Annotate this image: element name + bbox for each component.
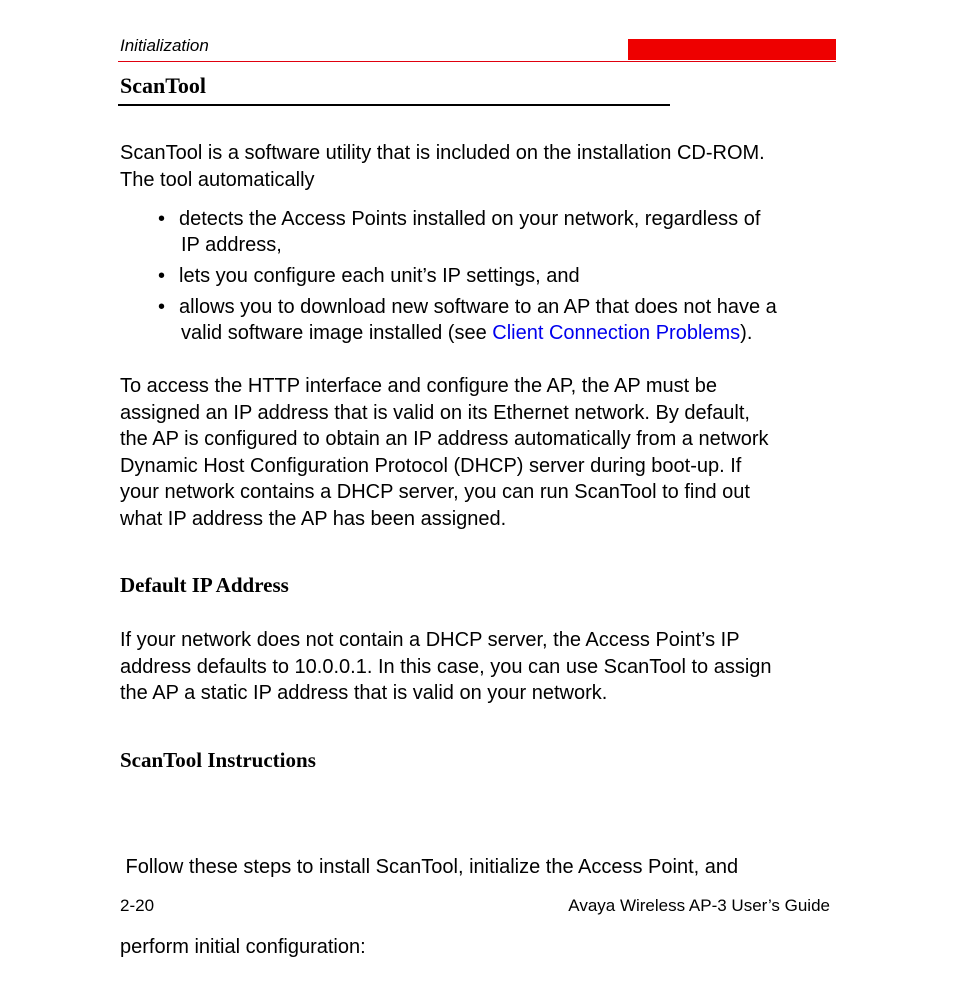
list-item-text-post: ). <box>740 322 753 344</box>
page-number: 2-20 <box>120 896 155 915</box>
instructions-heading: ScanTool Instructions <box>120 748 316 772</box>
paragraph-line: assigned an IP address that is valid on its Ethernet network. By default, <box>120 401 750 424</box>
header-accent-bar <box>628 39 836 60</box>
paragraph-line: Dynamic Host Configuration Protocol (DHCP) server during boot-up. If <box>120 454 742 477</box>
paragraph-line: the AP is configured to obtain an IP address automatically from a network <box>120 428 769 450</box>
list-item-text <box>179 320 848 346</box>
bullet-icon: • <box>158 296 166 318</box>
feature-list <box>158 206 848 351</box>
list-item-text: IP address, <box>181 234 282 256</box>
paragraph-line: the AP a static IP address that is valid on your network. <box>120 682 608 704</box>
list-item <box>158 294 848 346</box>
list-item-text: lets you configure each unit’s IP settings, and <box>179 265 580 287</box>
paragraph-line: Follow these steps to install ScanTool, initialize the Access Point, and <box>120 856 739 878</box>
paragraph-line: perform initial configuration: <box>120 935 366 958</box>
list-item-text: allows you to download new software to an AP that does not have a <box>179 296 777 318</box>
list-item <box>158 206 848 258</box>
http-access-paragraph <box>120 373 840 532</box>
intro-line: The tool automatically <box>120 168 315 191</box>
paragraph-line: your network contains a DHCP server, you can run ScanTool to find out <box>120 481 750 503</box>
title-underline <box>118 104 670 106</box>
default-ip-heading: Default IP Address <box>120 573 289 597</box>
section-title: ScanTool <box>120 73 207 98</box>
instructions-paragraph <box>120 801 840 987</box>
client-connection-problems-link[interactable]: Client Connection Problems <box>492 322 741 344</box>
list-item-text: detects the Access Points installed on your network, regardless of <box>179 208 761 230</box>
intro-line: ScanTool is a software utility that is included on the installation CD-ROM. <box>120 142 765 164</box>
intro-paragraph <box>120 140 840 193</box>
paragraph-line: If your network does not contain a DHCP server, the Access Point’s IP <box>120 629 740 651</box>
paragraph-line: address defaults to 10.0.0.1. In this case, you can use ScanTool to assign <box>120 655 772 678</box>
paragraph-line: what IP address the AP has been assigned. <box>120 507 507 530</box>
header-rule <box>118 61 836 62</box>
running-header: Initialization <box>120 36 209 55</box>
guide-title: Avaya Wireless AP-3 User’s Guide <box>568 896 830 915</box>
default-ip-paragraph <box>120 627 840 707</box>
bullet-icon: • <box>158 265 166 287</box>
list-item <box>158 263 848 289</box>
paragraph-line: To access the HTTP interface and configure the AP, the AP must be <box>120 375 718 397</box>
bullet-icon: • <box>158 208 166 230</box>
list-item-text-pre: valid software image installed (see <box>181 322 493 344</box>
